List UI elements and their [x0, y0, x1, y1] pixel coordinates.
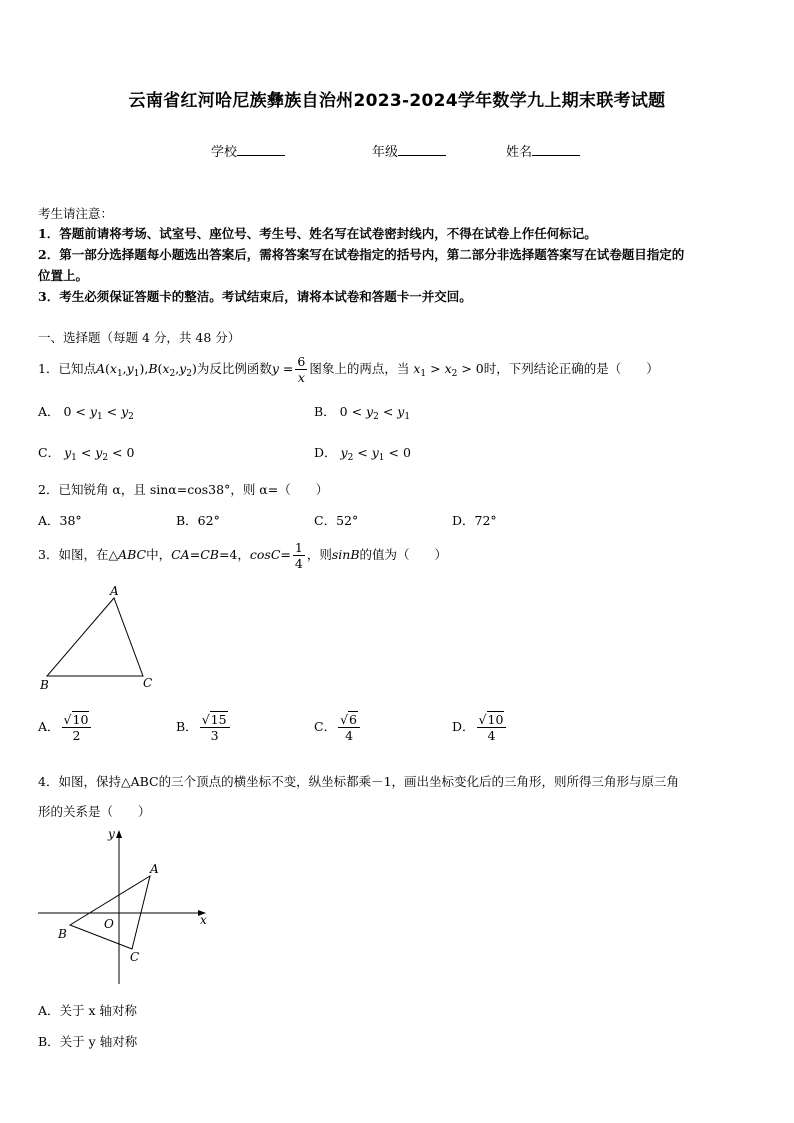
q3-option-a[interactable]: A． $\frac{√10}{2}$	[38, 712, 93, 743]
q1-option-b[interactable]: B． $0 < y_2 < y_1$	[314, 404, 411, 422]
vertex-c-label: C	[130, 950, 140, 964]
question-4-line-1: 4．如图，保持△ABC的三个顶点的横坐标不变，纵坐标都乘－1，画出坐标变化后的三角形，则所得三角形与原三角	[38, 774, 680, 789]
q2-option-d[interactable]: D．72°	[452, 513, 497, 528]
q4-coordinate-figure	[30, 824, 220, 989]
grade-label: 年级	[372, 145, 399, 160]
question-1: 1．已知点$A(x_1,y_1),B(x_2,y_2)$为反比例函数y = $\frac{6}{x}$ 图象上的两点，当 $x_1 > x_2 > 0$时，下列结论正确的是（ ）	[38, 354, 659, 385]
notice-item-2-cont: 位置上。	[38, 268, 89, 283]
grade-field[interactable]	[372, 141, 446, 160]
q2-option-c[interactable]: C．52°	[314, 513, 359, 528]
vertex-a-label: A	[110, 584, 119, 598]
x-axis-label: x	[200, 913, 207, 927]
q4-option-a[interactable]: A．关于 x 轴对称	[38, 1003, 138, 1018]
vertex-b-label: B	[58, 927, 67, 941]
origin-label: O	[104, 917, 114, 931]
question-4-line-2: 形的关系是（ ）	[38, 804, 151, 819]
q1-option-c[interactable]: C． $y_1 < y_2 < 0$	[38, 445, 135, 463]
vertex-b-label: B	[40, 678, 49, 692]
notice-item-3: 3．考生必须保证答题卡的整洁。考试结束后，请将本试卷和答题卡一并交回。	[38, 289, 472, 304]
question-2: 2．已知锐角 α，且 sinα=cos38°，则 α=（ ）	[38, 482, 329, 497]
question-3: 3．如图，在△ABC中，CA=CB=4，cosC= $\frac{1}{4}$ ，则sinB的值为（ ）	[38, 540, 448, 571]
name-blank[interactable]	[532, 143, 580, 156]
q2-option-a[interactable]: A．38°	[38, 513, 82, 528]
section-heading: 一、选择题（每题 4 分，共 48 分）	[38, 330, 241, 345]
q2-option-b[interactable]: B．62°	[176, 513, 220, 528]
notice-item-1: 1．答题前请将考场、试室号、座位号、考生号、姓名写在试卷密封线内，不得在试卷上作任何标记。	[38, 226, 597, 241]
school-blank[interactable]	[237, 143, 285, 156]
page-title: 云南省红河哈尼族彝族自治州2023-2024学年数学九上期末联考试题	[128, 91, 666, 111]
q1-option-a[interactable]: A． $0 < y_1 < y_2$	[38, 404, 134, 422]
q3-option-b[interactable]: B． $\frac{√15}{3}$	[176, 712, 232, 743]
q3-option-d[interactable]: D． $\frac{√10}{4}$	[452, 712, 508, 743]
q4-option-b[interactable]: B．关于 y 轴对称	[38, 1034, 138, 1049]
triangle-abc	[47, 598, 143, 676]
school-field[interactable]	[211, 141, 285, 160]
y-axis-label: y	[108, 827, 115, 841]
name-field[interactable]	[506, 141, 580, 160]
y-axis-arrow	[116, 830, 122, 838]
q3-triangle-figure	[36, 584, 166, 694]
notice-item-2: 2．第一部分选择题每小题选出答案后，需将答案写在试卷指定的括号内，第二部分非选择题答案写在试卷题目指定的	[38, 247, 685, 262]
q1-option-d[interactable]: D． $y_2 < y_1 < 0$	[314, 445, 411, 463]
vertex-a-label: A	[150, 862, 159, 876]
vertex-c-label: C	[143, 676, 153, 690]
q3-option-c[interactable]: C． $\frac{√6}{4}$	[314, 712, 362, 743]
notice-heading: 考生请注意：	[38, 206, 114, 221]
grade-blank[interactable]	[398, 143, 446, 156]
school-label: 学校	[211, 145, 238, 160]
name-label: 姓名	[506, 145, 533, 160]
